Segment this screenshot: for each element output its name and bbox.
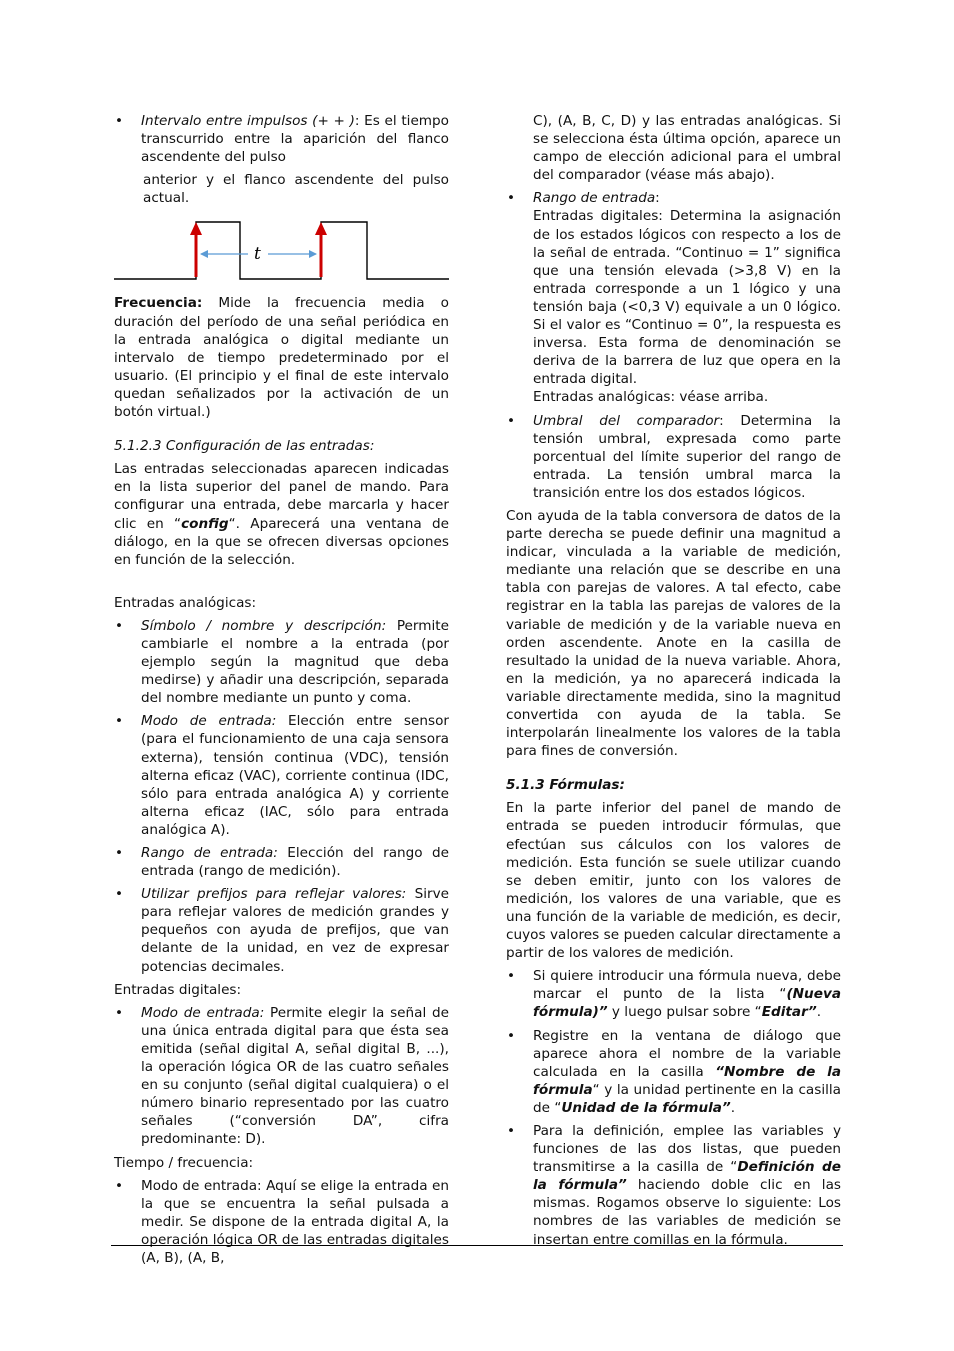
bullet-text: Permite cambiarle el nombre a la entrada (por ejemplo según la magnitud que deba medirse) y añadir una descripción, separada del nombre mediante un punto y coma.: [141, 617, 449, 707]
term-formula-definition: Definición de la fórmula”: [533, 1159, 841, 1194]
text-part: Las entradas seleccionadas aparecen indicadas en la lista superior del panel de mando. Para configurar una entrada, debe marcarla y hacer clic en “: [114, 461, 449, 532]
term-label: Intervalo entre impulsos (+ + ): [141, 113, 355, 129]
bullet-icon: •: [115, 1177, 124, 1194]
frequency-paragraph: [114, 294, 449, 421]
formulas-paragraph: En la parte inferior del panel de mando de entrada se pueden introducir fórmulas, que efectúan sus cálculos con los valores de medición. Esta función se suele utilizar cuando se deben emitir, junto con los valores de medición, los valores de una variable, que es una función de la variable de medición, es decir, cuyos valores se pueden calcular directamente a partir de los valores de medición.: [506, 800, 841, 962]
bullet-input-mode-digital: [114, 1004, 449, 1149]
frequency-label: Frecuencia:: [114, 295, 203, 312]
text-part: haciendo doble clic en las mismas. Rogamos observe lo siguiente: Los nombres de las variables de medición se insertan entre comillas en la fórmula.: [533, 1177, 841, 1248]
bullet-text: Elección entre sensor (para el funcionamiento de una caja sensora externa), tensión continua (VDC), tensión alterna eficaz (VAC), corriente continua (IDC, sólo para entrada analógica A) y corriente alterna eficaz (IAC, sólo para entrada analógica A).: [141, 713, 449, 838]
bullet-input-mode-analog: [114, 712, 449, 839]
bullet-icon: •: [507, 190, 516, 207]
bullet-text: Entradas analógicas: véase arriba.: [533, 389, 769, 406]
bullet-text: Elección del rango de entrada (rango de medición).: [141, 845, 449, 880]
frequency-text: Mide la frecuencia media o duración del período de una señal periódica en la entrada analógica o digital mediante un intervalo de tiempo predeterminado por el usuario. (El principio y el final de este intervalo quedan señalizados por la activación de un botón virtual.): [114, 295, 449, 421]
time-frequency-heading: Tiempo / frecuencia:: [114, 1154, 254, 1171]
term-label: Rango de entrada: [533, 190, 656, 207]
section-heading-text: 5.1.2.3 Configuración de las entradas:: [114, 438, 375, 455]
bullet-icon: •: [115, 886, 124, 903]
digital-inputs-heading: Entradas digitales:: [114, 981, 242, 998]
right-column: [506, 112, 841, 1254]
term-label: Umbral del comparador: [533, 412, 720, 429]
text-part: Para la definición, emplee las variables y funciones de las dos listas, que pueden transmitirse a la casilla de “: [533, 1122, 841, 1176]
bullet-icon: •: [115, 713, 124, 730]
term-label: Modo de entrada:: [141, 713, 277, 730]
pulse-waveform: [114, 222, 449, 279]
bullet-icon: •: [507, 1027, 516, 1044]
text-part: “ y la unidad pertinente en la casilla de “: [533, 1081, 841, 1116]
bullet-comparator-threshold: [506, 412, 841, 502]
section-heading-text: 5.1.3 Fórmulas:: [506, 777, 625, 794]
bullet-text: : Es el tiempo transcurrido entre la aparición del flanco ascendente del pulso: [141, 113, 449, 166]
bullet-interval-between-pulses: [114, 112, 449, 166]
section-heading-input-config: [114, 437, 449, 455]
text-part: y luego pulsar sobre “: [607, 1004, 762, 1021]
interval-label: t: [254, 244, 261, 265]
text-part: “. Aparecerá una ventana de diálogo, en la que se ofrecen diversas opciones en función de la selección.: [114, 515, 449, 568]
bullet-text: : Determina la tensión umbral, expresada como parte porcentual del límite superior del rango de entrada. La tensión umbral marca la transición entre los dos estados lógicos.: [533, 412, 842, 501]
bullet-input-range-digital: [506, 189, 841, 406]
bullet-text: Modo de entrada: Aquí se elige la entrada en la que se encuentra la señal pulsada a medir. Se dispone de la entrada digital A, la operación lógica OR de las entradas digitales (A, B), (A, B,: [141, 1177, 449, 1266]
bullet-continuation: anterior y el flanco ascendente del pulso actual.: [143, 172, 449, 207]
text-part: .: [730, 1099, 736, 1116]
term-edit: Editar”: [761, 1004, 817, 1021]
term-label: Utilizar prefijos para reflejar valores:: [141, 886, 407, 903]
bullet-text: Entradas digitales: Determina la asignación de los estados lógicos con respecto a los de la señal de entrada. “Continuo = 1” significa que una tensión elevada (>3,8 V) en la entrada corresponde a un 1 lógico y una tensión baja (<0,3 V) equivale a un 0 lógico. Si el valor es “Continuo = 0”, la respuesta es inversa. Esta forma de denominación se deriva de la barrera de luz que opera en la entrada digital.: [533, 208, 841, 388]
term-label: Rango de entrada:: [141, 845, 278, 861]
bullet-input-mode-time: [114, 1177, 449, 1267]
rising-edge-arrow-2: [315, 222, 327, 277]
bullet-definition: [506, 1122, 841, 1249]
term-formula-unit: Unidad de la fórmula”: [561, 1099, 731, 1116]
bullet-new-formula: [506, 967, 841, 1021]
spacer: [114, 574, 449, 594]
input-config-paragraph: [114, 460, 449, 569]
bullet-text: Permite elegir la señal de una única entrada digital para que ésta sea emitida (señal digital A, señal digital B, ...), la operación lógica OR de las cuatro señales en su conjunto (señal digital cualquiera) o el número binario representado por las cuatro señales (“conversión DA”, cifra predominante: D).: [141, 1004, 449, 1148]
config-term: config: [181, 515, 229, 532]
term-label: Símbolo / nombre y descripción:: [141, 617, 387, 634]
bullet-icon: •: [507, 412, 516, 429]
term-new-formula: (Nueva fórmula)”: [533, 986, 841, 1021]
left-column: [114, 112, 449, 1272]
footer-rule: [111, 1245, 843, 1246]
text-part: .: [816, 1004, 822, 1021]
bullet-icon: •: [115, 617, 124, 634]
conversion-table-paragraph: Con ayuda de la tabla conversora de datos de la parte derecha se puede definir una magnitud a indicar, vinculada a la variable de medición, mediante una relación que se describe en una tabla con parejas de valores. A tal efecto, cabe registrar en la tabla las parejas de valores de la variable de medición y de la variable nueva en orden ascendente. Anote en la casilla de resultado la unidad de la nueva variable. Ahora, en la medición, ya no aparecerá indicada la variable directamente medida, sino la magnitud convertida con ayuda de la tabla. Se interpolarán linealmente los valores de la tabla para fines de conversión.: [506, 507, 841, 760]
text-part: Si quiere introducir una fórmula nueva, debe marcar el punto de la lista “: [533, 968, 841, 1003]
term-label: Modo de entrada:: [141, 1004, 265, 1021]
bullet-symbol-name: [114, 617, 449, 707]
bullet-register-name: [506, 1027, 841, 1117]
bullet-text: Sirve para reflejar valores de medición grandes y pequeños con ayuda de prefijos, que van delante de la unidad, en vez de expresar potencias decimales.: [141, 886, 449, 975]
bullet-icon: •: [115, 845, 124, 861]
bullet-icon: •: [115, 1004, 124, 1021]
bullet-icon: •: [115, 113, 124, 129]
colon: :: [655, 190, 660, 207]
bullet-continuation: C), (A, B, C, D) y las entradas analógicas. Si se selecciona ésta última opción, aparece un campo de elección adicional para el umbral del comparador (véase más abajo).: [533, 113, 841, 184]
bullet-icon: •: [507, 968, 516, 985]
bullet-icon: •: [507, 1122, 516, 1139]
bullet-prefixes: [114, 885, 449, 975]
text-part: Registre en la ventana de diálogo que aparece ahora el nombre de la variable calculada en la casilla: [533, 1027, 841, 1080]
bullet-input-range-analog: [114, 844, 449, 880]
analog-inputs-heading: Entradas analógicas:: [114, 594, 257, 611]
pulse-interval-diagram: [114, 217, 449, 281]
rising-edge-arrow-1: [190, 222, 202, 277]
term-formula-name: “Nombre de la fórmula: [533, 1063, 841, 1098]
section-heading-formulas: [506, 776, 841, 794]
